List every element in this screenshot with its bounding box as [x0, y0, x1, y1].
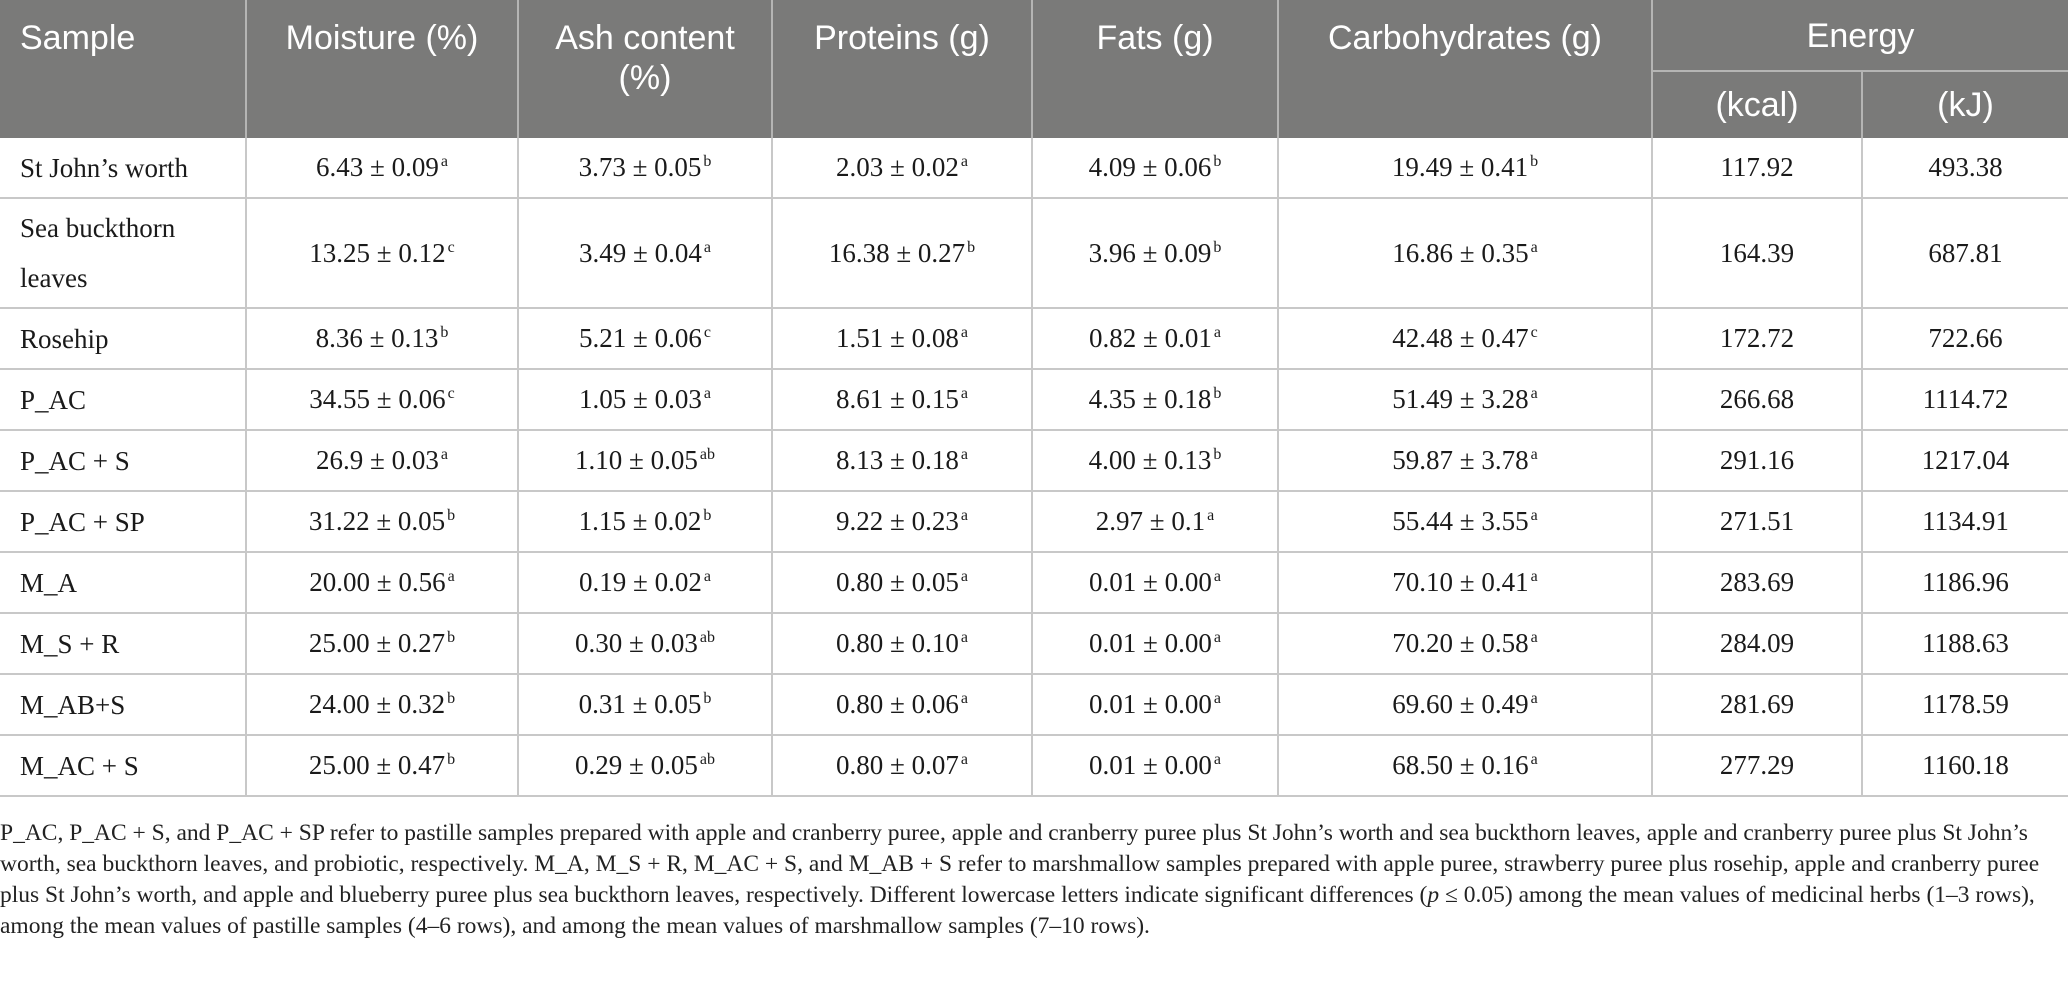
kcal-cell: 283.69: [1652, 552, 1862, 613]
fats-cell: 4.09 ± 0.06 $^b$: [1032, 138, 1278, 198]
table-row: [0, 491, 2068, 552]
sample-name: M_AC + S: [0, 735, 246, 796]
header-energy: Energy: [1652, 0, 2068, 71]
kj-cell: 722.66: [1862, 308, 2068, 369]
header-proteins: Proteins (g): [772, 0, 1032, 138]
ash-cell: 1.10 ± 0.05 $^{ab}$: [518, 430, 772, 491]
sample-name: Rosehip: [0, 308, 246, 369]
table-row: [0, 308, 2068, 369]
kcal-cell: 164.39: [1652, 198, 1862, 308]
kj-cell: 1186.96: [1862, 552, 2068, 613]
carbs-cell: 70.10 ± 0.41 $^a$: [1278, 552, 1652, 613]
header-sample: Sample: [0, 0, 246, 138]
kj-cell: 1188.63: [1862, 613, 2068, 674]
ash-cell: 0.31 ± 0.05 $^b$: [518, 674, 772, 735]
fats-cell: 2.97 ± 0.1 $^a$: [1032, 491, 1278, 552]
proteins-cell: 0.80 ± 0.07 $^a$: [772, 735, 1032, 796]
carbs-cell: 19.49 ± 0.41 $^b$: [1278, 138, 1652, 198]
table-row: [0, 552, 2068, 613]
kcal-cell: 281.69: [1652, 674, 1862, 735]
ash-cell: 0.29 ± 0.05 $^{ab}$: [518, 735, 772, 796]
carbs-cell: 16.86 ± 0.35 $^a$: [1278, 198, 1652, 308]
carbs-cell: 55.44 ± 3.55 $^a$: [1278, 491, 1652, 552]
proteins-cell: 0.80 ± 0.06 $^a$: [772, 674, 1032, 735]
proteins-cell: 16.38 ± 0.27 $^b$: [772, 198, 1032, 308]
ash-cell: 3.49 ± 0.04 $^a$: [518, 198, 772, 308]
table-row: [0, 369, 2068, 430]
kj-cell: 1217.04: [1862, 430, 2068, 491]
table-row: [0, 735, 2068, 796]
moisture-cell: 25.00 ± 0.27 $^b$: [246, 613, 518, 674]
header-moisture: Moisture (%): [246, 0, 518, 138]
moisture-cell: 24.00 ± 0.32 $^b$: [246, 674, 518, 735]
sample-name: P_AC + S: [0, 430, 246, 491]
ash-cell: 0.30 ± 0.03 $^{ab}$: [518, 613, 772, 674]
fats-cell: 0.01 ± 0.00 $^a$: [1032, 674, 1278, 735]
ash-cell: 1.05 ± 0.03 $^a$: [518, 369, 772, 430]
fats-cell: 0.82 ± 0.01 $^a$: [1032, 308, 1278, 369]
table-footnote: P_AC, P_AC + S, and P_AC + SP refer to pastille samples prepared with apple and cranberry puree, apple and cranberry puree plus St John’s worth and sea buckthorn leaves, apple and cranberry puree plus St John’s worth, sea buckthorn leaves, and probiotic, respectively. M_A, M_S + R, M_AC + S, and M_AB + S refer to marshmallow samples prepared with apple puree, strawberry puree plus rosehip, apple and cranberry puree plus St John’s worth, and apple and blueberry puree plus sea buckthorn leaves, respectively. Different lowercase letters indicate significant differences (p ≤ 0.05) among the mean values of medicinal herbs (1–3 rows), among the mean values of pastille samples (4–6 rows), and among the mean values of marshmallow samples (7–10 rows).: [0, 820, 2040, 939]
ash-cell: 0.19 ± 0.02 $^a$: [518, 552, 772, 613]
fats-cell: 4.35 ± 0.18 $^b$: [1032, 369, 1278, 430]
fats-cell: 0.01 ± 0.00 $^a$: [1032, 552, 1278, 613]
kj-cell: 1134.91: [1862, 491, 2068, 552]
header-carbohydrates: Carbohydrates (g): [1278, 0, 1652, 138]
proteins-cell: 2.03 ± 0.02 $^a$: [772, 138, 1032, 198]
kcal-cell: 291.16: [1652, 430, 1862, 491]
header-ash: [518, 0, 772, 138]
table-row: [0, 138, 2068, 198]
sample-name: M_A: [0, 552, 246, 613]
fats-cell: 0.01 ± 0.00 $^a$: [1032, 735, 1278, 796]
moisture-cell: 34.55 ± 0.06 $^c$: [246, 369, 518, 430]
carbs-cell: 42.48 ± 0.47 $^c$: [1278, 308, 1652, 369]
ash-cell: 3.73 ± 0.05 $^b$: [518, 138, 772, 198]
moisture-cell: 13.25 ± 0.12 $^c$: [246, 198, 518, 308]
kcal-cell: 266.68: [1652, 369, 1862, 430]
table-row: [0, 674, 2068, 735]
proteins-cell: 0.80 ± 0.10 $^a$: [772, 613, 1032, 674]
kcal-cell: 284.09: [1652, 613, 1862, 674]
kj-cell: 1178.59: [1862, 674, 2068, 735]
table-row: [0, 198, 2068, 308]
header-kcal: (kcal): [1652, 71, 1862, 138]
header-ash-line2: (%): [618, 59, 672, 97]
moisture-cell: 26.9 ± 0.03 $^a$: [246, 430, 518, 491]
kj-cell: 687.81: [1862, 198, 2068, 308]
moisture-cell: 25.00 ± 0.47 $^b$: [246, 735, 518, 796]
proteins-cell: 1.51 ± 0.08 $^a$: [772, 308, 1032, 369]
table-row: [0, 430, 2068, 491]
proteins-cell: 9.22 ± 0.23 $^a$: [772, 491, 1032, 552]
kj-cell: 1114.72: [1862, 369, 2068, 430]
moisture-cell: 6.43 ± 0.09 $^a$: [246, 138, 518, 198]
sample-name: St John’s worth: [0, 138, 246, 198]
kcal-cell: 172.72: [1652, 308, 1862, 369]
header-ash-line1: Ash content: [555, 19, 735, 57]
kj-cell: 1160.18: [1862, 735, 2068, 796]
proteins-cell: 8.61 ± 0.15 $^a$: [772, 369, 1032, 430]
table-row: [0, 613, 2068, 674]
fats-cell: 0.01 ± 0.00 $^a$: [1032, 613, 1278, 674]
moisture-cell: 20.00 ± 0.56 $^a$: [246, 552, 518, 613]
ash-cell: 1.15 ± 0.02 $^b$: [518, 491, 772, 552]
carbs-cell: 69.60 ± 0.49 $^a$: [1278, 674, 1652, 735]
sample-name: M_AB+S: [0, 674, 246, 735]
carbs-cell: 59.87 ± 3.78 $^a$: [1278, 430, 1652, 491]
kcal-cell: 117.92: [1652, 138, 1862, 198]
moisture-cell: 8.36 ± 0.13 $^b$: [246, 308, 518, 369]
proteins-cell: 8.13 ± 0.18 $^a$: [772, 430, 1032, 491]
ash-cell: 5.21 ± 0.06 $^c$: [518, 308, 772, 369]
header-kj: (kJ): [1862, 71, 2068, 138]
carbs-cell: 51.49 ± 3.28 $^a$: [1278, 369, 1652, 430]
kcal-cell: 271.51: [1652, 491, 1862, 552]
sample-name: P_AC + SP: [0, 491, 246, 552]
fats-cell: 4.00 ± 0.13 $^b$: [1032, 430, 1278, 491]
fats-cell: 3.96 ± 0.09 $^b$: [1032, 198, 1278, 308]
moisture-cell: 31.22 ± 0.05 $^b$: [246, 491, 518, 552]
proteins-cell: 0.80 ± 0.05 $^a$: [772, 552, 1032, 613]
carbs-cell: 68.50 ± 0.16 $^a$: [1278, 735, 1652, 796]
sample-name: P_AC: [0, 369, 246, 430]
carbs-cell: 70.20 ± 0.58 $^a$: [1278, 613, 1652, 674]
kj-cell: 493.38: [1862, 138, 2068, 198]
kcal-cell: 277.29: [1652, 735, 1862, 796]
header-fats: Fats (g): [1032, 0, 1278, 138]
sample-name: Sea buckthorn leaves: [0, 198, 246, 308]
sample-name: M_S + R: [0, 613, 246, 674]
